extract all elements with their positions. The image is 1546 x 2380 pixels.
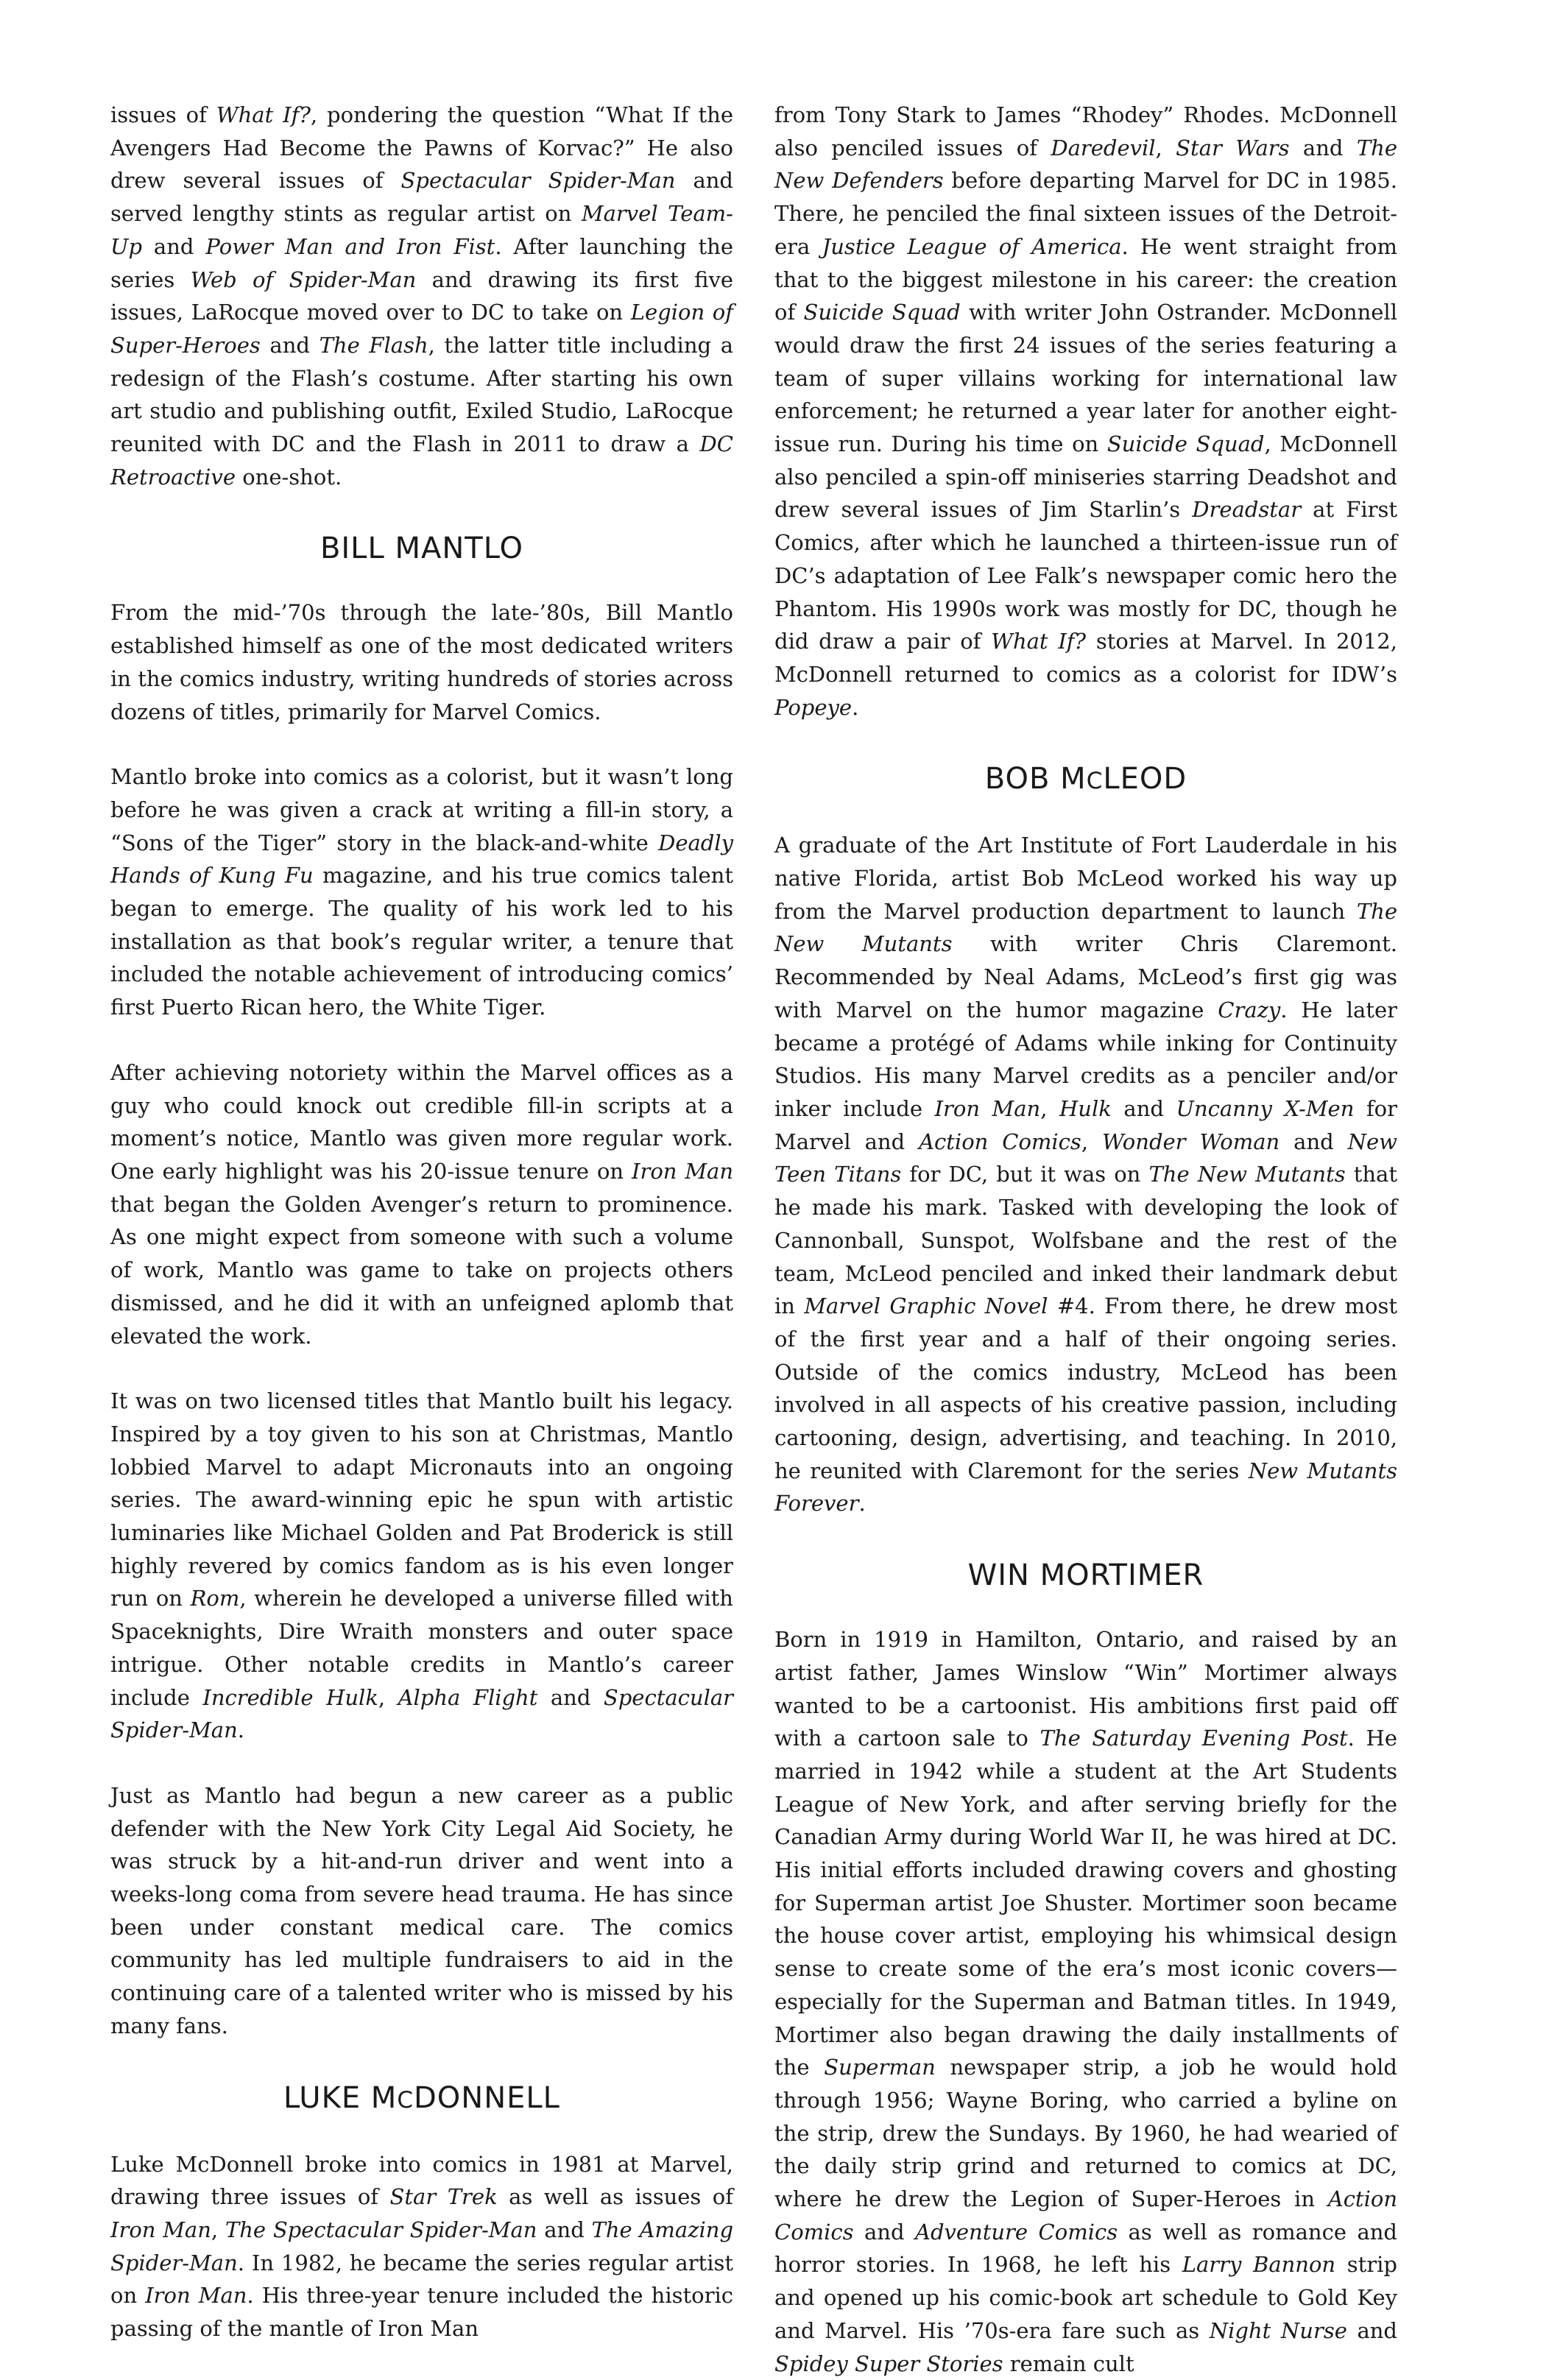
mantlo-paragraph xyxy=(110,1056,733,1352)
italic-title: Marvel Graphic Novel xyxy=(804,1293,1048,1319)
text-run: . In 1982, he became the series regular artist on xyxy=(110,2250,733,2309)
text-run: and xyxy=(260,332,320,358)
italic-title: Iron Man xyxy=(145,2283,247,2309)
section-heading-luke-mcdonnell: LUKE MCDONNELL xyxy=(283,2080,560,2115)
text-run: stories at Marvel. In 2012, McDonnell returned to comics as a colorist for IDW’s xyxy=(774,629,1397,687)
text-run: . He went straight from that to the biggest milestone in his career: the creation of xyxy=(774,233,1397,325)
text-run: with writer Chris Claremont. Recommended by Neal Adams, McLeod’s first gig was with Marvel on the humor magazine xyxy=(774,931,1397,1023)
text-run: . His three-year tenure included the historic passing of the mantle of Iron Man xyxy=(110,2283,733,2342)
italic-title: Popeye xyxy=(774,694,853,720)
italic-title: Spectacular Spider-Man xyxy=(110,1684,733,1743)
italic-title: Marvel Team-Up xyxy=(110,201,733,259)
italic-title: DC Retroactive xyxy=(110,431,733,490)
text-run: with writer John Ostrander. McDonnell would draw the first 24 issues of the series featuring a team of super villains working for international law enforcement; he returned a year later for another eight-issue run. During his time on xyxy=(774,300,1397,457)
italic-title: The Amazing Spider-Man xyxy=(110,2217,734,2275)
mcleod-paragraph xyxy=(774,829,1397,1520)
mcdonnell-paragraph xyxy=(110,2148,733,2345)
text-run: and xyxy=(537,2217,592,2242)
text-run: and xyxy=(1279,1129,1348,1154)
italic-title: Spidey Super Stories xyxy=(774,2351,1003,2376)
text-run: Mantlo broke into comics as a colorist, but it wasn’t long before he was given a crack at writing a fill-in story, a “Sons of the Tiger” story in the black-and-white xyxy=(110,764,733,855)
text-run: for DC, but it was on xyxy=(901,1162,1149,1187)
text-run: #4. From there, he drew most of the first year and a half of their ongoing series. Outside of the comics industry, McLeod has been involved in all aspects of his creative passion, including cartooning, design, advertising, and teaching. In 2010, he reunited with Claremont for the series xyxy=(774,1293,1398,1483)
italic-title: Uncanny X-Men xyxy=(1176,1095,1355,1121)
text-run: It was on two licensed titles that Mantlo built his legacy. Inspired by a toy given to his son at Christmas, Mantlo lobbied Marvel to adapt Micronauts into an ongoing series. The award-winning epic he spun with artistic luminaries like Michael Golden and Pat Broderick is still highly revered by comics fandom as is his even longer run on xyxy=(110,1388,733,1611)
italic-title: New Teen Titans xyxy=(774,1129,1398,1187)
text-run: , xyxy=(1081,1129,1102,1154)
text-run: . After launching the series xyxy=(110,233,733,292)
italic-title: Star Wars xyxy=(1176,135,1290,160)
italic-title: Iron Man xyxy=(110,2217,211,2242)
text-run: . xyxy=(237,1717,244,1743)
italic-title: Adventure Comics xyxy=(915,2219,1118,2245)
italic-title: Legion of Super-Heroes xyxy=(110,300,733,358)
text-run: Just as Mantlo had begun a new career as a public defender with the New York City Legal Aid Society, he was struck by a hit-and-run driver and went into a weeks-long coma from severe head trauma. He has since been under constant medical care. The comics community has led multiple fundraisers to aid in the continuing care of a talented writer who is missed by his many fans. xyxy=(110,1782,733,2038)
text-run: , wherein he developed a universe filled with Spaceknights, Dire Wraith monsters and outer space intrigue. Other notable credits in Mantlo’s career include xyxy=(110,1586,733,1710)
italic-title: Spectacular Spider-Man xyxy=(400,168,676,194)
text-run: remain cult xyxy=(1003,2351,1134,2376)
italic-title: Iron Man xyxy=(934,1095,1041,1121)
text-run: and xyxy=(142,233,206,259)
mcdonnell-paragraph-continued xyxy=(774,99,1397,724)
text-run: newspaper strip, a job he would hold through 1956; Wayne Boring, who carried a byline on the strip, drew the Sundays. By 1960, he had wearied of the daily strip grind and returned to comics at DC, where he drew the Legion of Super-Heroes in xyxy=(774,2055,1397,2212)
italic-title: The New Defenders xyxy=(774,135,1398,194)
italic-title: Suicide Squad xyxy=(803,300,961,325)
text-run: and xyxy=(537,1684,604,1710)
text-run: as well as issues of xyxy=(497,2184,733,2210)
section-heading-bob-mcleod: BOB MCLEOD xyxy=(984,762,1187,797)
text-run: and xyxy=(1111,1095,1176,1121)
text-run: and xyxy=(1289,135,1357,160)
text-run: issues of xyxy=(110,102,216,127)
text-run: at First Comics, after which he launched a thirteen-issue run of DC’s adaptation of Lee Falk’s newspaper comic hero the Phantom. His 1990s work was mostly for DC, though he did draw a pair of xyxy=(774,497,1397,654)
text-run: and drawing its first five issues, LaRocque moved over to DC to take on xyxy=(110,266,733,325)
mantlo-paragraph xyxy=(110,596,733,728)
section-heading-bill-mantlo: BILL MANTLO xyxy=(320,532,524,566)
italic-title: Action Comics xyxy=(774,2186,1397,2245)
text-run: Born in 1919 in Hamilton, Ontario, and raised by an artist father, James Winslow “Win” Mortimer always wanted to be a cartoonist. His ambitions first paid off with a cartoon sale to xyxy=(774,1627,1397,1751)
italic-title: What If? xyxy=(216,102,311,127)
italic-title: The New Mutants xyxy=(1148,1162,1346,1187)
text-run: A graduate of the Art Institute of Fort Lauderdale in his native Florida, artist Bob McLeod worked his way up from the Marvel production department to launch xyxy=(774,833,1397,924)
italic-title: The Saturday Evening Post xyxy=(1040,1726,1348,1751)
mantlo-paragraph xyxy=(110,1779,733,2043)
text-run: , pondering the question “What If the Avengers Had Become the Pawns of Korvac?” He also drew several issues of xyxy=(110,102,734,194)
left-column xyxy=(110,99,733,2345)
text-run: that began the Golden Avenger’s return to prominence. As one might expect from someone with such a volume of work, Mantlo was game to take on projects others dismissed, and he did it with an unfeigned aplomb that elevated the work. xyxy=(110,1191,733,1349)
italic-title: Superman xyxy=(824,2055,936,2080)
text-run: for Marvel and xyxy=(774,1095,1398,1154)
text-run: Luke McDonnell broke into comics in 1981 at Marvel, drawing three issues of xyxy=(110,2151,733,2210)
italic-title: Night Nurse xyxy=(1209,2317,1347,2343)
italic-title: Wonder Woman xyxy=(1101,1129,1280,1154)
text-run: , McDonnell also penciled a spin-off miniseries starring Deadshot and drew several issues of Jim Starlin’s xyxy=(774,431,1397,523)
text-run: and xyxy=(1346,2317,1397,2343)
italic-title: Incredible Hulk xyxy=(202,1684,378,1710)
text-run: . He later became a protégé of Adams while inking for Continuity Studios. His many Marvel credits as a penciler and/or inker include xyxy=(774,997,1397,1121)
text-run: , xyxy=(1040,1095,1060,1121)
italic-title: Suicide Squad xyxy=(1106,431,1265,457)
text-run: and served lengthy stints as regular artist on xyxy=(110,168,733,227)
text-run: , xyxy=(378,1684,398,1710)
italic-title: The Spectacular Spider-Man xyxy=(225,2217,537,2242)
italic-title: Power Man and Iron Fist xyxy=(205,233,495,259)
section-heading-win-mortimer: WIN MORTIMER xyxy=(967,1558,1204,1593)
text-run: , xyxy=(211,2217,225,2242)
italic-title: Iron Man xyxy=(632,1158,733,1184)
text-run: as well as romance and horror stories. In 1968, he left his xyxy=(774,2219,1397,2278)
text-run: , the latter title including a redesign of the Flash’s costume. After starting his own art studio and publishing outfit, Exiled Studio, LaRocque reunited with DC and the Flash in 2011 to draw a xyxy=(110,332,733,457)
italic-title: The Flash xyxy=(319,332,428,358)
text-run: . xyxy=(852,694,859,720)
text-run: After achieving notoriety within the Marvel offices as a guy who could knock out credible fill-in scripts at a moment’s notice, Mantlo was given more regular work. One early highlight was his 20-issue tenure on xyxy=(110,1059,733,1184)
text-run: that he made his mark. Tasked with developing the look of Cannonball, Sunspot, Wolfsbane and the rest of the team, McLeod penciled and inked their landmark debut in xyxy=(774,1162,1398,1319)
text-run: one-shot. xyxy=(235,464,342,490)
italic-title: Larry Bannon xyxy=(1182,2252,1336,2278)
larocque-bio-continued xyxy=(110,99,733,493)
italic-title: What If? xyxy=(991,629,1087,654)
italic-title: Daredevil xyxy=(1051,135,1156,160)
text-run: , xyxy=(1155,135,1176,160)
text-run: strip and opened up his comic-book art schedule to Gold Key and Marvel. His ’70s-era fare such as xyxy=(774,2252,1397,2343)
text-run: and xyxy=(853,2219,915,2245)
text-run: magazine, and his true comics talent began to emerge. The quality of his work led to his installation as that book’s regular writer, a tenure that included the notable achievement of introducing comics’ first Puerto Rican hero, the White Tiger. xyxy=(110,863,733,1020)
italic-title: Dreadstar xyxy=(1192,497,1302,523)
italic-title: Crazy xyxy=(1218,997,1281,1023)
italic-title: Action Comics xyxy=(919,1129,1081,1154)
text-run: From the mid-’70s through the late-’80s, Bill Mantlo established himself as one of the most dedicated writers in the comics industry, writing hundreds of stories across dozens of titles, primarily for Marvel Comics. xyxy=(110,600,733,724)
right-column xyxy=(774,99,1397,2380)
italic-title: The New Mutants xyxy=(774,898,1397,957)
italic-title: Web of Spider-Man xyxy=(190,266,417,292)
italic-title: Deadly Hands of Kung Fu xyxy=(110,830,733,889)
mantlo-paragraph xyxy=(110,1385,733,1747)
text-run: . He married in 1942 while a student at the Art Students League of New York, and after serving briefly for the Canadian Army during World War II, he was hired at DC. His initial efforts included drawing covers and ghosting for Superman artist Joe Shuster. Mortimer soon became the house cover artist, employing his whimsical design sense to create some of the era’s most iconic covers—especially for the Superman and Batman titles. In 1949, Mortimer also began drawing the daily installments of the xyxy=(774,1726,1398,2080)
text-run: from Tony Stark to James “Rhodey” Rhodes. McDonnell also penciled issues of xyxy=(774,102,1397,160)
italic-title: Justice League of America xyxy=(822,233,1122,259)
mortimer-paragraph xyxy=(774,1623,1397,2380)
italic-title: Rom xyxy=(190,1586,240,1611)
text-run: before departing Marvel for DC in 1985. There, he penciled the final sixteen issues of the Detroit-era xyxy=(774,168,1397,259)
italic-title: Hulk xyxy=(1059,1095,1112,1121)
italic-title: Alpha Flight xyxy=(398,1684,538,1710)
text-run: . xyxy=(858,1491,866,1516)
italic-title: Star Trek xyxy=(389,2184,498,2210)
italic-title: New Mutants Forever xyxy=(774,1458,1397,1516)
mantlo-paragraph xyxy=(110,760,733,1024)
